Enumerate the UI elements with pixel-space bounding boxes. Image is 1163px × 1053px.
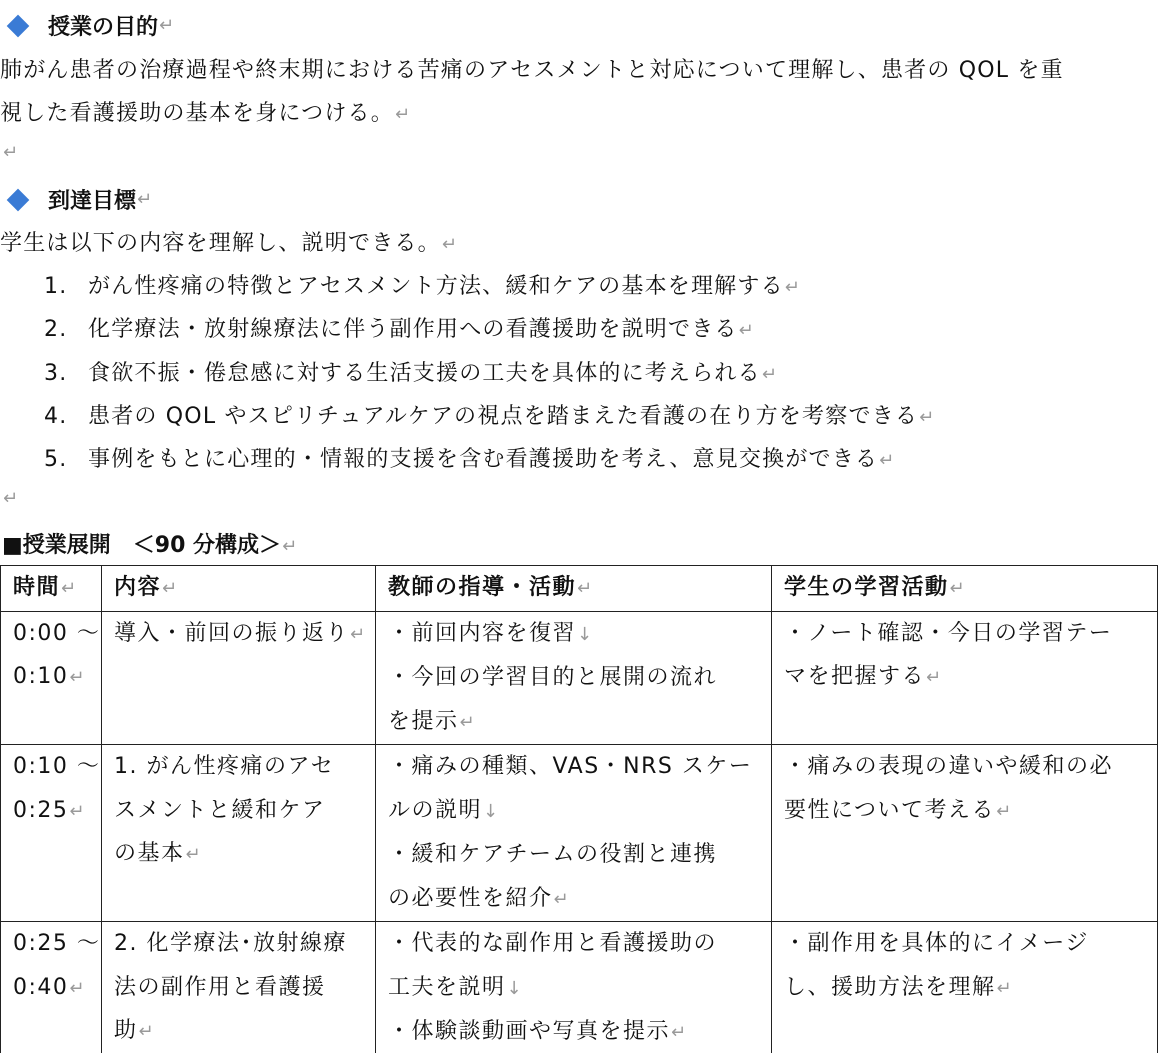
cell-student: ・ノート確認・今日の学習テー マを把握する↵ [772,611,1158,745]
empty-paragraph [2,488,18,509]
paragraph-mark: ↵ [394,104,412,125]
paragraph-mark: ↵ [919,407,936,428]
section-heading-goals [4,184,152,215]
header-time: 時間↵ [1,566,102,612]
cell-content: 導入・前回の振り返り↵ [102,611,376,745]
cell-student: ・痛みの表現の違いや緩和の必 要性について考える↵ [772,745,1158,922]
heading-text: 授業の目的 [48,15,159,40]
paragraph-mark: ↵ [441,234,459,255]
goal-item-3: 3. 食欲不振・倦怠感に対する生活支援の工夫を具体的に考えられる↵ [44,361,779,386]
cell-content: 2. 化学療法･放射線療 法の副作用と看護援 助↵ [102,922,376,1053]
cell-student: ・副作用を具体的にイメージ し、援助方法を理解↵ [772,922,1158,1053]
paragraph-mark: ↵ [159,15,175,36]
table-header-row [1,566,1158,612]
lesson-plan-title: ■授業展開 ＜90 分構成＞↵ [2,533,298,558]
blue-diamond-icon [7,14,30,37]
goal-item-2: 2. 化学療法・放射線療法に伴う副作用への看護援助を説明できる↵ [44,317,755,342]
paragraph-mark: ↵ [784,277,802,298]
cell-content: 1. がん性疼痛のアセ スメントと緩和ケア の基本↵ [102,745,376,922]
cell-teacher: ・前回内容を復習↓ ・今回の学習目的と展開の流れ を提示↵ [376,611,772,745]
paragraph-mark: ↵ [3,142,19,163]
cell-time: 0:25 〜 0:40↵ [1,922,102,1053]
cell-time: 0:10 〜 0:25↵ [1,745,102,922]
purpose-text-line-2: 視した看護援助の基本を身につける。↵ [0,101,412,126]
header-content: 内容↵ [102,566,376,612]
goal-item-5: 5. 事例をもとに心理的・情報的支援を含む看護援助を考え、意見交換ができる↵ [44,447,896,472]
goal-item-1: 1. がん性疼痛の特徴とアセスメント方法、緩和ケアの基本を理解する↵ [44,274,802,299]
cell-teacher: ・代表的な副作用と看護援助の 工夫を説明↓ ・体験談動画や写真を提示↵ [376,922,772,1053]
goal-item-4: 4. 患者の QOL やスピリチュアルケアの視点を踏まえた看護の在り方を考察できる↵ [44,404,936,429]
paragraph-mark: ↵ [282,536,298,557]
paragraph-mark: ↵ [137,189,153,210]
paragraph-mark: ↵ [738,320,755,341]
empty-paragraph [2,142,18,163]
goals-intro: 学生は以下の内容を理解し、説明できる。↵ [0,231,459,256]
header-teacher: 教師の指導・活動↵ [376,566,772,612]
cell-teacher: ・痛みの種類、VAS・NRS スケー ルの説明↓ ・緩和ケアチームの役割と連携 の必要性を紹介↵ [376,745,772,922]
paragraph-mark: ↵ [879,450,896,471]
paragraph-mark: ↵ [761,364,779,385]
table-row [1,922,1158,1053]
heading-text: 到達目標 [48,189,137,214]
paragraph-mark: ↵ [3,488,19,509]
purpose-text-line-1: 肺がん患者の治療過程や終末期における苦痛のアセスメントと対応について理解し、患者の QOL を重 [0,58,1064,83]
header-student: 学生の学習活動↵ [772,566,1158,612]
blue-diamond-icon [7,188,30,211]
cell-time: 0:00 〜 0:10↵ [1,611,102,745]
table-row [1,611,1158,745]
table-row [1,745,1158,922]
lesson-plan-table [0,565,1158,1053]
section-heading-purpose [4,10,174,41]
